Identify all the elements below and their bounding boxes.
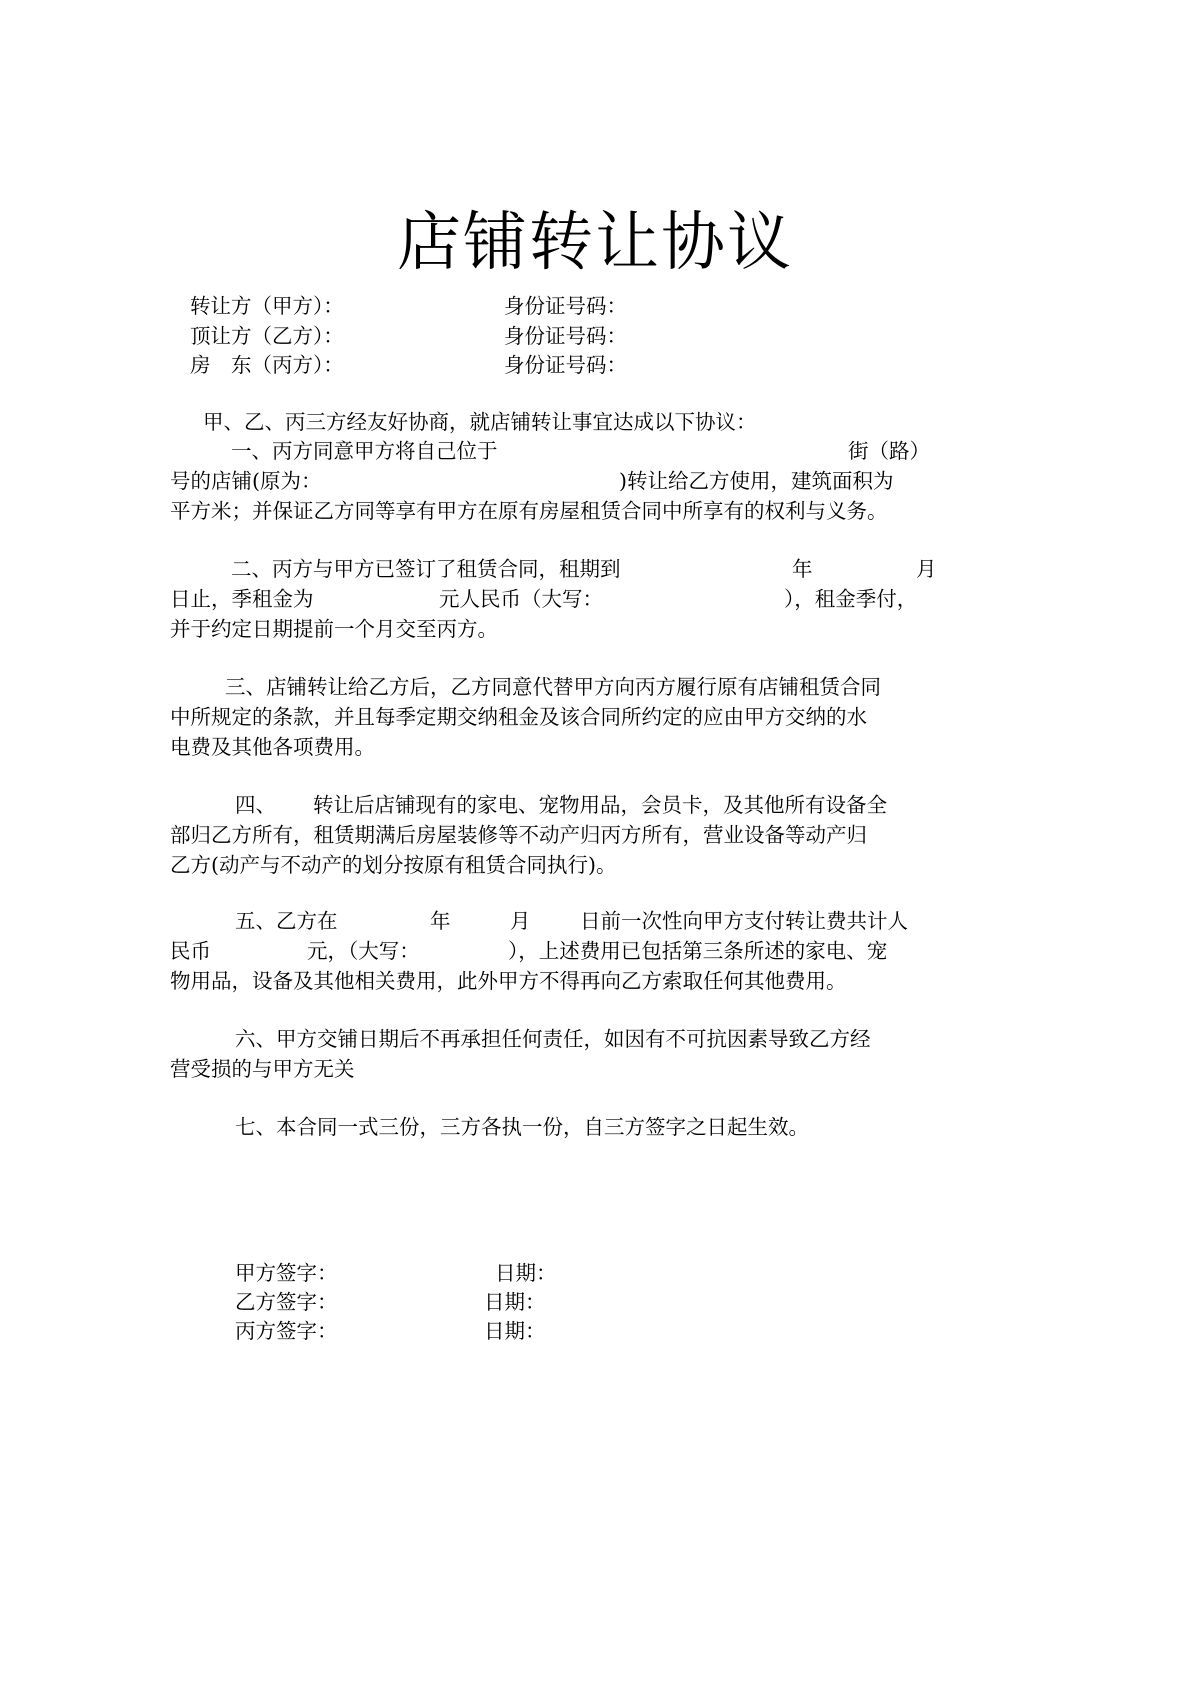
party-a-label: 转让方（甲方）： [190,294,344,318]
clause-2-line-1c: 月 [916,557,937,581]
clause-6-line-2: 营受损的与甲方无关 [170,1057,355,1081]
clause-4-line-1a: 四、 [235,793,276,817]
document-title: 店铺转让协议 [397,205,793,280]
clause-2-line-2c: ），租金季付， [784,587,918,611]
clause-5-line-1b: 年 [430,909,451,933]
clause-1-line-1b: 街（路） [848,439,930,463]
party-c-id-label: 身份证号码： [504,353,627,377]
clause-1-line-2b: )转让给乙方使用，建筑面积为 [619,469,894,493]
clause-5-line-1c: 月 [510,909,531,933]
clause-5-line-3: 物用品，设备及其他相关费用，此外甲方不得再向乙方索取任何其他费用。 [170,969,847,993]
clause-4-line-2: 部归乙方所有，租赁期满后房屋装修等不动产归丙方所有，营业设备等动产归 [170,823,867,847]
intro-paragraph: 甲、乙、丙三方经友好协商，就店铺转让事宜达成以下协议： [203,410,757,434]
clause-2-line-3: 并于约定日期提前一个月交至丙方。 [170,617,498,641]
signature-b-label: 乙方签字： [235,1290,338,1314]
party-b-id-label: 身份证号码： [504,324,627,348]
signature-b-date-label: 日期： [484,1290,546,1314]
signature-a-label: 甲方签字： [235,1261,338,1285]
clause-2-line-2a: 日止，季租金为 [170,587,314,611]
clause-1-line-1a: 一、丙方同意甲方将自己位于 [231,439,498,463]
clause-5-line-1d: 日前一次性向甲方支付转让费共计人 [580,909,908,933]
party-a-id-label: 身份证号码： [504,294,627,318]
clause-7: 七、本合同一式三份，三方各执一份，自三方签字之日起生效。 [235,1115,809,1139]
clause-4-line-3: 乙方(动产与不动产的划分按原有租赁合同执行)。 [170,853,617,877]
clause-6-line-1: 六、甲方交铺日期后不再承担任何责任，如因有不可抗因素导致乙方经 [235,1027,871,1051]
clause-5-line-2c: ），上述费用已包括第三条所述的家电、宠 [508,939,888,963]
clause-3-line-3: 电费及其他各项费用。 [170,735,375,759]
clause-1-line-3: 平方米；并保证乙方同等享有甲方在原有房屋租赁合同中所享有的权利与义务。 [170,499,888,523]
clause-1-line-2a: 号的店铺(原为： [170,469,322,493]
party-c-label: 房 东（丙方）： [190,353,344,377]
party-b-label: 顶让方（乙方）： [190,324,344,348]
clause-4-line-1b: 转让后店铺现有的家电、宠物用品，会员卡，及其他所有设备全 [313,793,887,817]
signature-c-label: 丙方签字： [235,1319,338,1343]
clause-5-line-1a: 五、乙方在 [235,909,338,933]
clause-5-line-2a: 民币 [170,939,211,963]
clause-2-line-1a: 二、丙方与甲方已签订了租赁合同，租期到 [231,557,621,581]
clause-5-line-2b: 元，（大写： [307,939,420,963]
signature-a-date-label: 日期： [495,1261,557,1285]
signature-c-date-label: 日期： [484,1319,546,1343]
clause-3-line-2: 中所规定的条款，并且每季定期交纳租金及该合同所约定的应由甲方交纳的水 [170,705,867,729]
clause-2-line-1b: 年 [792,557,813,581]
clause-2-line-2b: 元人民币（大写： [439,587,603,611]
clause-3-line-1: 三、店铺转让给乙方后，乙方同意代替甲方向丙方履行原有店铺租赁合同 [225,675,881,699]
